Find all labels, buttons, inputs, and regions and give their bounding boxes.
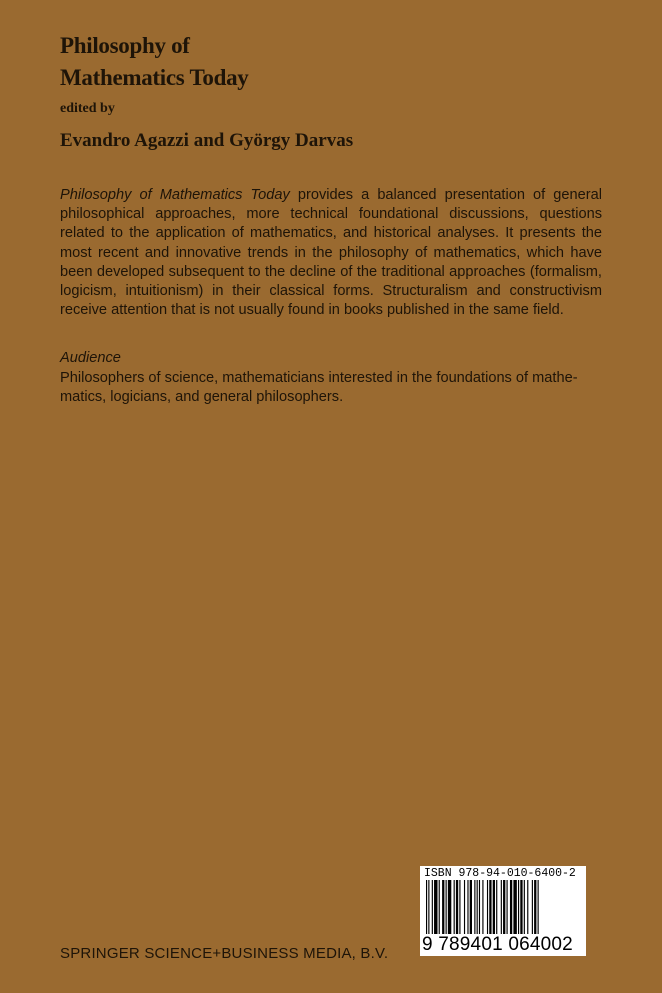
barcode-bar [534,880,536,934]
barcode-bar [510,880,512,934]
barcode-bar [479,880,480,934]
barcode-bar [496,880,497,934]
description-title: Philosophy of Mathematics Today [60,187,290,203]
isbn-label: ISBN 978-94-010-6400-2 [424,867,576,880]
barcode-bar [503,880,505,934]
barcode-bar [501,880,502,934]
barcode-bar [489,880,491,934]
description-body: provides a balanced presentation of general philosophical approaches, more technical foundational discussions, questions related to the application of mathematics, and historical analyses. It presents the most recent and innovative trends in the philosophy of mathematics, which have been developed subsequent to the decline of the traditional approaches (formalism, logicism, intuitionism) in their classical forms. Structuralism and constructivism receive attention that is not usually found in books published in the same field. [60,187,602,319]
audience-text: Philosophers of science, mathematicians interested in the foundations of mathe- matics, logicians, and general philosophers. [60,370,578,406]
barcode-bar [456,880,458,934]
barcode-number: 9 789401 064002 [422,934,573,955]
barcode-bar [446,880,447,934]
barcode-bar [428,880,429,934]
barcode-bar [467,880,468,934]
barcode-bar [470,880,472,934]
barcode-bar [527,880,528,934]
barcode-bar [434,880,437,934]
barcode-bar [459,880,460,934]
barcode-bar [477,880,478,934]
barcode-bar [518,880,519,934]
edited-by-label: edited by [60,101,115,116]
barcode-bar [487,880,488,934]
book-title [60,30,249,94]
barcode-bar [532,880,533,934]
isbn-barcode [420,866,586,956]
barcode-bar [432,880,433,934]
book-description [60,186,602,320]
barcode-bar [520,880,522,934]
barcode-bar [448,880,451,934]
barcode-bar [538,880,539,934]
barcode-bar [513,880,516,934]
barcode-bar [426,880,427,934]
barcode-bar [524,880,525,934]
publisher-name: SPRINGER SCIENCE+BUSINESS MEDIA, B.V. [60,945,389,962]
barcode-bar [464,880,465,934]
barcode-bar [507,880,508,934]
barcode-bar [439,880,440,934]
barcode-bar [474,880,475,934]
barcode-bar [493,880,495,934]
audience-label: Audience [60,350,121,366]
barcode-bar [442,880,444,934]
barcode-bars [426,880,580,934]
title-line-2: Mathematics Today [60,65,249,90]
barcode-bar [454,880,455,934]
title-line-1: Philosophy of [60,33,190,58]
editors-names: Evandro Agazzi and György Darvas [60,130,354,151]
barcode-bar [482,880,483,934]
